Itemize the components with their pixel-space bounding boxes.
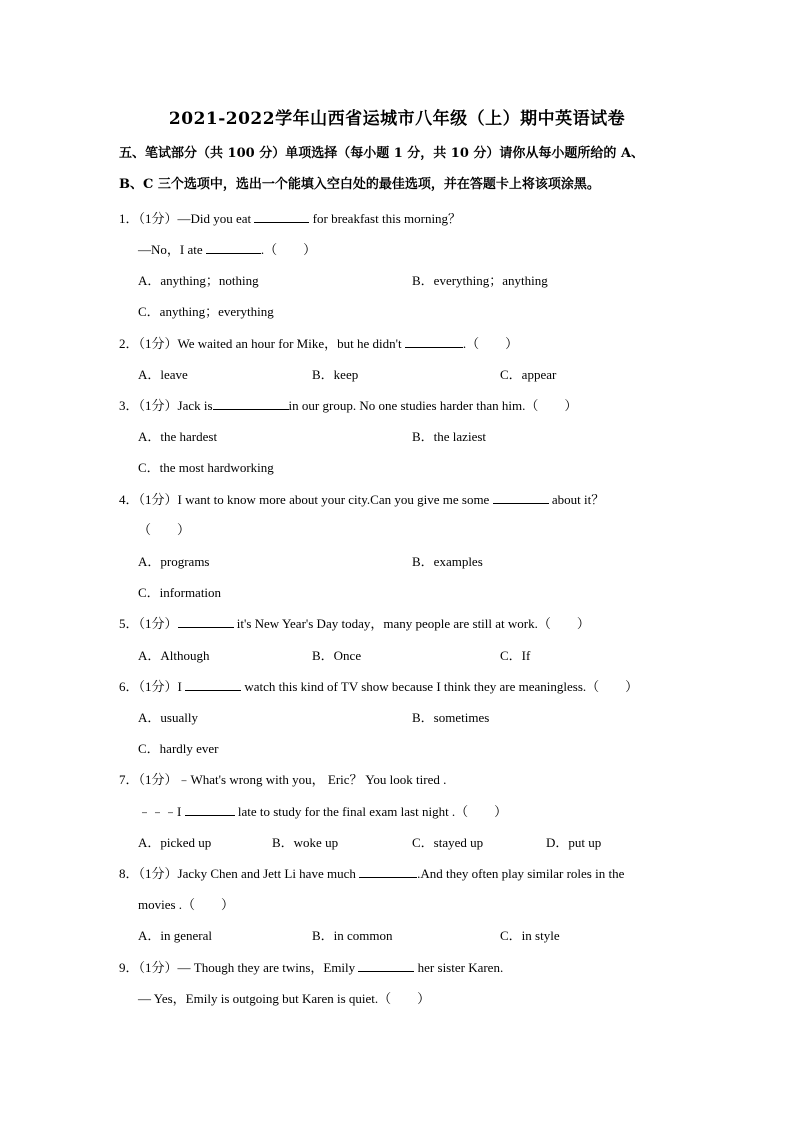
question-text: late to study for the final exam last night .（ ） [234,804,508,819]
question-number: 3．（1分） [119,398,178,413]
option-a[interactable]: A．leave [138,367,188,382]
option-a[interactable]: A．anything；nothing [138,273,259,288]
option-b[interactable]: B．examples [412,554,483,569]
answer-blank [254,210,309,223]
question-text: I want to know more about your city.Can you give me some [177,492,493,507]
question-number: 7．（1分） [119,772,178,787]
option-b[interactable]: B．keep [312,367,359,382]
question-text: Jacky Chen and Jett Li have much [177,866,360,881]
option-a[interactable]: A．usually [138,710,198,725]
answer-blank [206,241,261,254]
option-b[interactable]: B．Once [312,648,362,663]
question-text: it's New Year's Day today，many people are still at work.（ ） [233,616,590,631]
question-3 [119,395,577,414]
question-text: — Though they are twins，Emily [177,960,359,975]
question-number: 9．（1分） [119,960,178,975]
option-c[interactable]: C．If [500,648,531,663]
option-c[interactable]: C．in style [500,928,560,943]
question-5 [119,613,590,632]
question-9-line-2: — Yes，Emily is outgoing but Karen is quiet.（ ） [138,991,431,1006]
question-text: We waited an hour for Mike，but he didn't [177,336,405,351]
option-a[interactable]: A．the hardest [138,429,218,444]
question-text: ﹣﹣﹣I [138,804,185,819]
question-number: 8．（1分） [119,866,178,881]
section-line-1: 五、笔试部分（共 100 分）单项选择（每小题 1 分，共 10 分）请你从每小题所给的 A、 [119,146,645,161]
question-number: 5．（1分） [119,616,178,631]
question-number: 2．（1分） [119,336,178,351]
question-text: —Did you eat [177,211,255,226]
question-text: her sister Karen. [414,960,504,975]
question-7-line-2 [138,801,507,820]
question-8 [119,863,624,882]
option-a[interactable]: A．in general [138,928,213,943]
question-number: 4．（1分） [119,492,178,507]
question-8-line-2: movies .（ ） [138,897,235,912]
question-number: 6．（1分） [119,679,178,694]
option-c[interactable]: C．hardly ever [138,741,219,756]
question-6 [119,676,638,695]
option-b[interactable]: B．everything；anything [412,273,548,288]
answer-blank [178,615,234,628]
question-text: Jack is [177,398,213,413]
option-c[interactable]: C．the most hardworking [138,460,274,475]
option-a[interactable]: A．Although [138,648,210,663]
question-text: about it？ [548,492,605,507]
page-title: 2021-2022学年山西省运城市八年级（上）期中英语试卷 [168,109,626,129]
option-b[interactable]: B．sometimes [412,710,490,725]
question-4 [119,489,604,508]
answer-blank [185,803,235,816]
question-text: in our group. No one studies harder than him.（ ） [288,398,578,413]
option-b[interactable]: B．woke up [272,835,339,850]
question-text: —No，I ate [138,242,206,257]
question-text: watch this kind of TV show because I think they are meaningless.（ ） [241,679,639,694]
answer-blank [359,865,417,878]
answer-blank [185,678,241,691]
question-text: .（ ） [260,242,317,257]
option-c[interactable]: C．anything；everything [138,304,274,319]
question-text: .And they often play similar roles in the [417,866,625,881]
section-instructions [119,138,689,200]
option-b[interactable]: B．in common [312,928,393,943]
question-7 [119,769,446,788]
answer-blank [493,491,549,504]
answer-blank [213,397,289,410]
question-9 [119,957,503,976]
question-text: ﹣What's wrong with you， Eric？ You look tired . [177,772,447,787]
option-c[interactable]: C．information [138,585,222,600]
answer-blank [405,335,463,348]
question-2 [119,333,518,352]
question-text: I [177,679,186,694]
question-text: .（ ） [462,336,519,351]
question-4-line-2: （ ） [138,522,191,537]
question-1 [119,208,461,227]
option-b[interactable]: B．the laziest [412,429,487,444]
option-a[interactable]: A．picked up [138,835,212,850]
section-line-2: B、C 三个选项中，选出一个能填入空白处的最佳选项，并在答题卡上将该项涂黑。 [119,177,600,192]
question-text: for breakfast this morning？ [309,211,462,226]
option-a[interactable]: A．programs [138,554,210,569]
option-d[interactable]: D．put up [546,835,602,850]
option-c[interactable]: C．stayed up [412,835,484,850]
question-number: 1．（1分） [119,211,178,226]
question-1-line-2 [138,239,316,258]
option-c[interactable]: C．appear [500,367,557,382]
answer-blank [358,959,414,972]
